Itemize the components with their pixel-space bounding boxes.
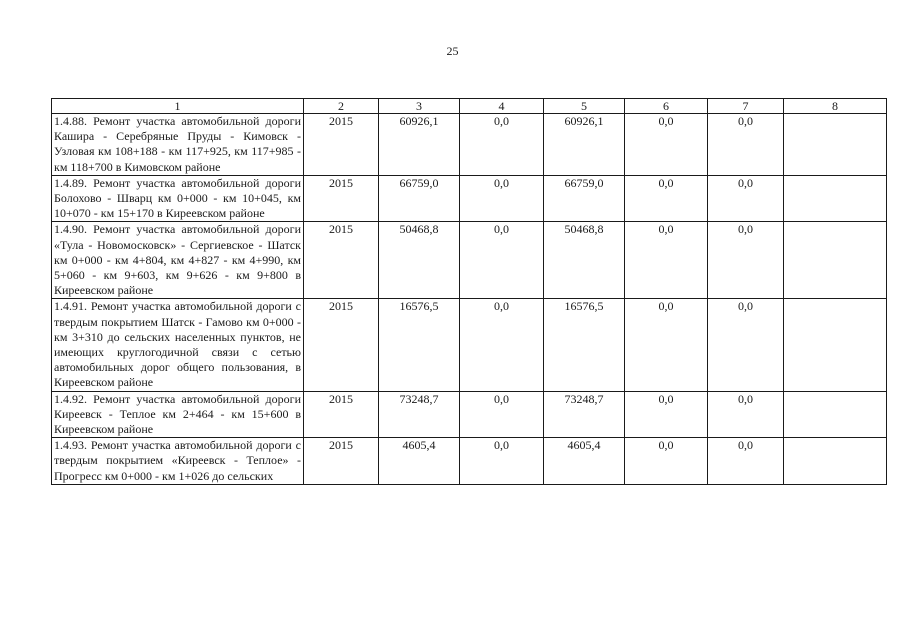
- row-year: 2015: [304, 114, 379, 176]
- table-row: [52, 222, 887, 299]
- row-total: 66759,0: [379, 175, 460, 222]
- row-col6: 0,0: [625, 391, 708, 438]
- row-description: 1.4.90. Ремонт участка автомобильной дороги «Тула - Новомосковск» - Сергиевское - Шатск км 0+000 - км 4+804, км 4+827 - км 4+990, км 5+060 - км 9+603, км 9+626 - км 9+800 в Киреевском районе: [52, 222, 304, 299]
- row-col8: [784, 114, 887, 176]
- row-year: 2015: [304, 175, 379, 222]
- row-description: 1.4.92. Ремонт участка автомобильной дороги Киреевск - Теплое км 2+464 - км 15+600 в Киреевском районе: [52, 391, 304, 438]
- row-col7: 0,0: [708, 175, 784, 222]
- table-row: [52, 391, 887, 438]
- row-col5: 4605,4: [544, 438, 625, 485]
- row-col7: 0,0: [708, 299, 784, 391]
- row-year: 2015: [304, 391, 379, 438]
- column-header: 8: [784, 99, 887, 114]
- row-col4: 0,0: [460, 175, 544, 222]
- column-header: 1: [52, 99, 304, 114]
- row-col5: 73248,7: [544, 391, 625, 438]
- row-col6: 0,0: [625, 299, 708, 391]
- table-row: [52, 438, 887, 485]
- table-row: [52, 299, 887, 391]
- row-col6: 0,0: [625, 175, 708, 222]
- row-total: 16576,5: [379, 299, 460, 391]
- column-header: 3: [379, 99, 460, 114]
- row-description: 1.4.88. Ремонт участка автомобильной дороги Кашира - Серебряные Пруды - Кимовск - Узловая км 108+188 - км 117+925, км 117+985 - км 118+700 в Кимовском районе: [52, 114, 304, 176]
- row-total: 73248,7: [379, 391, 460, 438]
- row-col4: 0,0: [460, 438, 544, 485]
- budget-table: [51, 98, 887, 485]
- row-col5: 66759,0: [544, 175, 625, 222]
- row-col8: [784, 438, 887, 485]
- row-col6: 0,0: [625, 114, 708, 176]
- row-col7: 0,0: [708, 114, 784, 176]
- row-total: 60926,1: [379, 114, 460, 176]
- row-description: 1.4.93. Ремонт участка автомобильной дороги с твердым покрытием «Киреевск - Теплое» - Прогресс км 0+000 - км 1+026 до сельских: [52, 438, 304, 485]
- column-header: 7: [708, 99, 784, 114]
- row-col4: 0,0: [460, 222, 544, 299]
- row-col4: 0,0: [460, 299, 544, 391]
- row-col8: [784, 175, 887, 222]
- row-col8: [784, 299, 887, 391]
- row-col6: 0,0: [625, 222, 708, 299]
- column-header: 4: [460, 99, 544, 114]
- row-col4: 0,0: [460, 391, 544, 438]
- column-header: 2: [304, 99, 379, 114]
- row-description: 1.4.89. Ремонт участка автомобильной дороги Болохово - Шварц км 0+000 - км 10+045, км 10+070 - км 15+170 в Киреевском районе: [52, 175, 304, 222]
- row-col7: 0,0: [708, 438, 784, 485]
- row-col8: [784, 391, 887, 438]
- row-col7: 0,0: [708, 391, 784, 438]
- row-col5: 50468,8: [544, 222, 625, 299]
- row-year: 2015: [304, 222, 379, 299]
- row-col5: 16576,5: [544, 299, 625, 391]
- row-col5: 60926,1: [544, 114, 625, 176]
- row-year: 2015: [304, 438, 379, 485]
- column-header: 5: [544, 99, 625, 114]
- table-header-row: [52, 99, 887, 114]
- row-total: 50468,8: [379, 222, 460, 299]
- row-col8: [784, 222, 887, 299]
- row-col7: 0,0: [708, 222, 784, 299]
- row-description: 1.4.91. Ремонт участка автомобильной дороги с твердым покрытием Шатск - Гамово км 0+000 - км 3+310 до сельских населенных пунктов, не имеющих круглогодичной связи с сетью автомобильных дорог общего пользования, в Киреевском районе: [52, 299, 304, 391]
- row-col4: 0,0: [460, 114, 544, 176]
- row-year: 2015: [304, 299, 379, 391]
- table-row: [52, 175, 887, 222]
- page-number: 25: [446, 44, 459, 58]
- row-total: 4605,4: [379, 438, 460, 485]
- table-row: [52, 114, 887, 176]
- column-header: 6: [625, 99, 708, 114]
- row-col6: 0,0: [625, 438, 708, 485]
